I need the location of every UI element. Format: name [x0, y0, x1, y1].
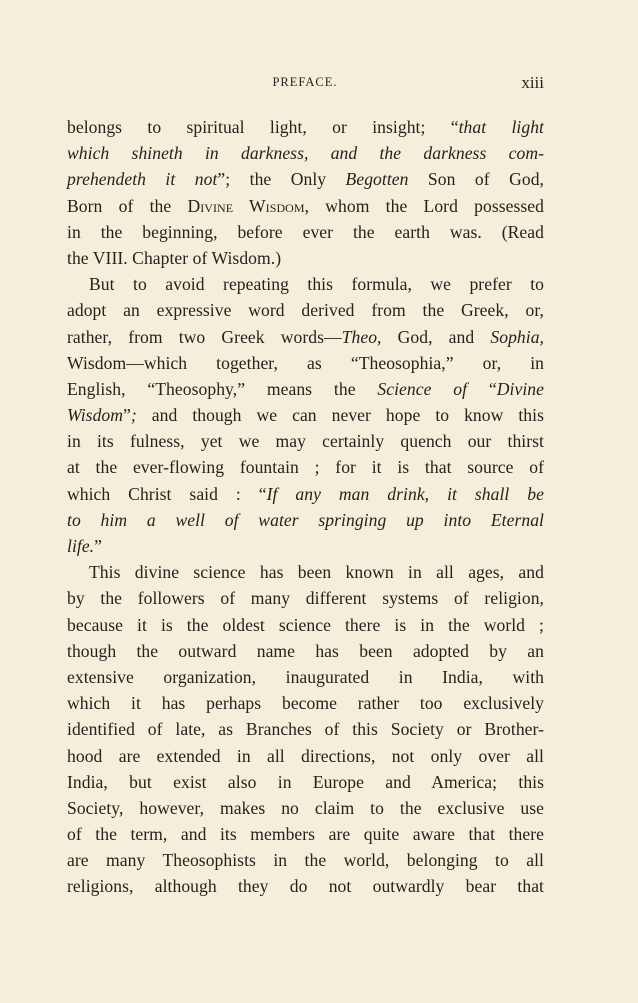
text-segment: belongs to spiritual light, or insight; “ — [67, 117, 459, 137]
italic-text: that light — [458, 117, 544, 137]
italic-text: Divine — [496, 378, 544, 399]
text-line — [67, 873, 544, 899]
text-segment: in its fulness, yet we may certainly quench our thirst — [67, 431, 544, 452]
text-line — [67, 350, 544, 376]
text-line — [67, 428, 544, 454]
page-number: xiii — [521, 73, 544, 92]
text-segment: Society, however, makes no claim to the exclusive use — [67, 797, 544, 818]
text-line — [67, 507, 544, 533]
text-line — [67, 376, 544, 402]
italic-text: prehendeth it not — [67, 169, 218, 190]
text-segment: extensive organization, inaugurated in India, with — [67, 666, 544, 687]
text-line — [67, 271, 544, 297]
text-line — [67, 245, 544, 271]
italic-text: Theo, — [341, 326, 382, 347]
text-segment: “ — [467, 378, 497, 399]
text-segment: religions, although they do not outwardly bear that — [67, 876, 544, 897]
text-line — [67, 297, 544, 323]
text-segment: Born of the — [67, 195, 188, 216]
text-line — [67, 769, 544, 795]
text-segment: God, and — [381, 326, 491, 347]
text-line — [67, 559, 544, 585]
body-text — [67, 114, 544, 900]
text-line — [67, 585, 544, 611]
text-segment: adopt an expressive word derived from the Greek, or, — [67, 300, 544, 321]
text-line — [67, 454, 544, 480]
text-segment: though the outward name has been adopted by an — [67, 640, 544, 661]
text-line — [67, 219, 544, 245]
text-segment: Son of God, — [408, 169, 544, 190]
text-line — [67, 402, 544, 428]
text-line — [67, 166, 544, 192]
text-segment: India, but exist also in Europe and America; this — [67, 771, 544, 792]
text-segment: are many Theosophists in the world, belonging to all — [67, 850, 544, 871]
text-segment: the VIII. Chapter of Wisdom.) — [67, 247, 282, 268]
text-segment: This divine science has been known in all ages, and — [89, 562, 544, 583]
italic-text: If any man drink, it shall be — [266, 483, 544, 504]
page-header — [66, 73, 544, 95]
text-line — [67, 638, 544, 664]
italic-text: Begotten — [345, 169, 409, 190]
italic-text: Science of — [377, 378, 468, 399]
text-segment: by the followers of many different systems of religion, — [67, 588, 544, 609]
text-segment: which it has perhaps become rather too exclusively — [67, 693, 544, 714]
text-segment: because it is the oldest science there is in the world ; — [67, 614, 544, 635]
text-line — [67, 533, 544, 559]
text-line — [67, 690, 544, 716]
text-segment: and though we can never hope to know this — [136, 405, 544, 426]
text-segment: at the ever-flowing fountain ; for it is that source of — [67, 457, 544, 478]
italic-text: which shineth in darkness, and the darkness com- — [67, 143, 544, 164]
text-segment: ”; the Only — [217, 169, 346, 190]
text-segment: which Christ said : “ — [67, 483, 267, 504]
italic-text: ; — [130, 405, 137, 426]
text-segment: rather, from two Greek words— — [67, 326, 342, 347]
running-head: PREFACE. — [272, 75, 338, 89]
text-line — [67, 664, 544, 690]
text-line — [67, 140, 544, 166]
text-segment: identified of late, as Branches of this Society or Brother- — [67, 719, 544, 740]
italic-text: life. — [67, 536, 95, 556]
text-segment: , whom the Lord possessed — [304, 195, 544, 216]
italic-text: Wisdom — [67, 405, 124, 426]
text-segment: of the term, and its members are quite aware that there — [67, 824, 544, 845]
italic-text: to him a well of water springing up into Eternal — [67, 509, 544, 530]
text-line — [67, 743, 544, 769]
text-line — [67, 821, 544, 847]
text-line — [67, 847, 544, 873]
text-line — [67, 716, 544, 742]
text-line — [67, 612, 544, 638]
text-segment: in the beginning, before ever the earth was. (Read — [67, 221, 544, 242]
text-line — [67, 795, 544, 821]
text-segment: Wisdom—which together, as “Theosophia,” or, in — [67, 352, 544, 373]
text-segment: hood are extended in all directions, not only over all — [67, 745, 544, 766]
text-segment: English, “Theosophy,” means the — [67, 378, 378, 399]
text-segment: ” — [123, 405, 131, 426]
text-line — [67, 481, 544, 507]
text-line — [67, 193, 544, 219]
text-segment: ” — [94, 536, 102, 556]
text-segment: But to avoid repeating this formula, we prefer to — [89, 274, 544, 295]
italic-text: Sophia, — [490, 326, 544, 347]
text-line — [67, 324, 544, 350]
small-caps-text: Divine Wisdom — [187, 195, 305, 216]
text-line — [67, 114, 544, 140]
